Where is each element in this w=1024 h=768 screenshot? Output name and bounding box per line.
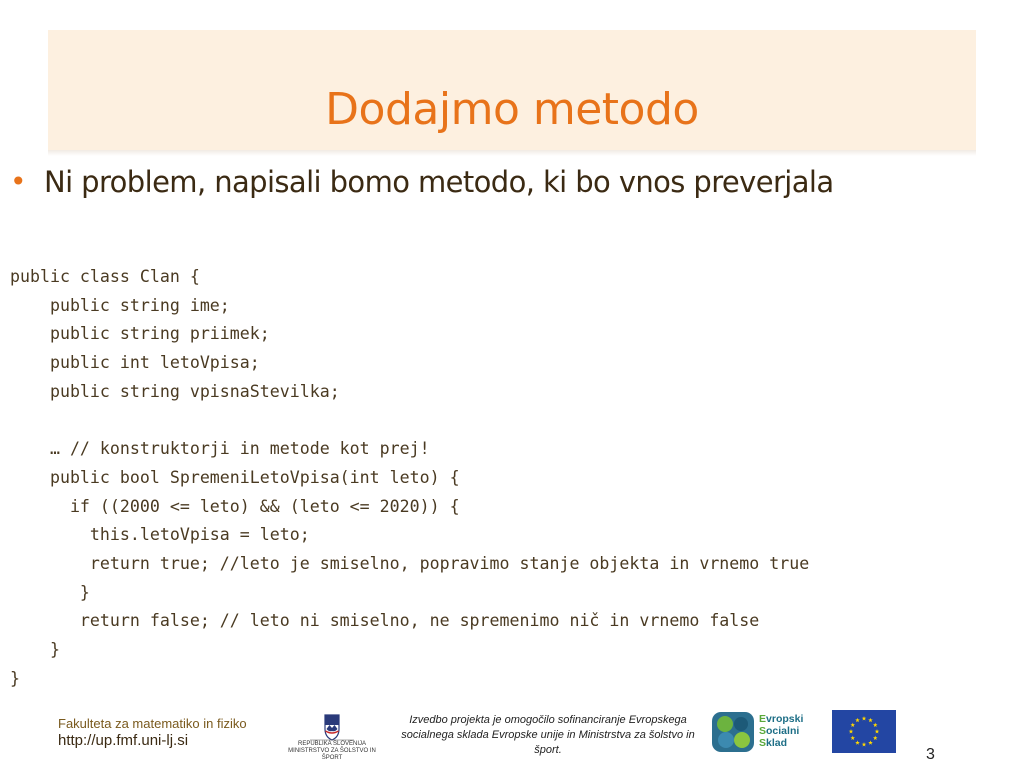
code-line: … // konstruktorji in metode kot prej! [10,439,430,459]
title-band-shadow [48,150,976,156]
code-line: public string ime; [10,295,230,315]
eu-flag-icon [832,710,896,753]
ministry-text-line: REPUBLIKA SLOVENIJA [297,741,367,747]
page-number: 3 [926,746,935,763]
code-line: this.letoVpisa = leto; [10,525,310,545]
esf-logo [711,710,811,754]
bullet-point [10,160,1010,204]
code-line: } [10,582,90,602]
code-line: public bool SpremeniLetoVpisa(int leto) { [10,467,460,487]
eu-flag [832,710,896,753]
esf-logo-text: Evropski Socialni Sklad [759,713,804,749]
ministry-logo [280,712,384,761]
ministry-text-line: MINISTRSTVO ZA ŠOLSTVO IN ŠPORT [288,748,376,761]
code-block [10,263,809,693]
code-line: public string priimek; [10,324,270,344]
code-line: public int letoVpisa; [10,353,260,373]
funding-note: Izvedbo projekta je omogočilo sofinanciranje Evropskega socialnega sklada Evropske unije in Ministrstva za šolstvo in šport. [401,714,695,756]
code-line: if ((2000 <= leto) && (leto <= 2020)) { [10,496,460,516]
slide-title: Dodajmo metodo [325,84,699,135]
code-line: } [10,639,60,659]
bullet-text: Ni problem, napisali bomo metodo, ki bo vnos preverjala [44,165,834,199]
code-line [10,406,809,435]
slovenia-coat-of-arms-icon [280,712,384,742]
code-line: return false; // leto ni smiselno, ne spremenimo nič in vrnemo false [10,611,760,631]
bullet-icon: • [10,165,27,198]
code-line: public class Clan { [10,267,200,286]
code-line: return true; //leto je smiselno, popravimo stanje objekta in vrnemo true [10,553,810,573]
footer-faculty: Fakulteta za matematiko in fiziko [58,716,247,731]
esf-logo-icon [711,710,757,754]
code-line: public string vpisnaStevilka; [10,381,340,401]
ministry-logo-text [280,741,384,762]
code-line: } [10,668,20,688]
footer-url[interactable]: http://up.fmf.uni-lj.si [58,732,189,749]
